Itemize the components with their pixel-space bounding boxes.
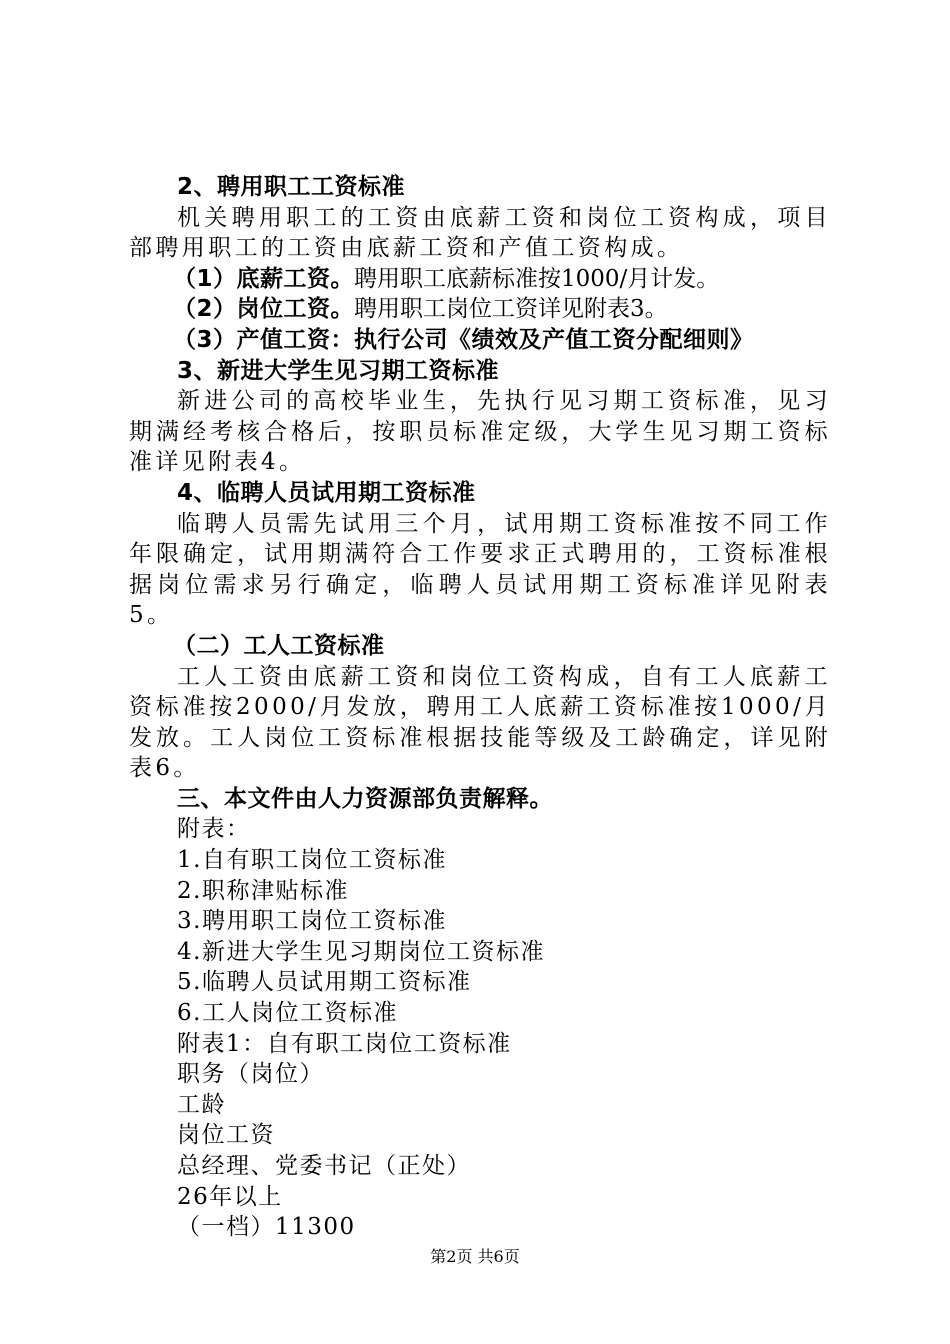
table1-cell: 岗位工资 <box>177 1122 275 1149</box>
page-footer: 第2页 共6页 <box>430 1247 520 1266</box>
table1-cell: 职务（岗位） <box>177 1061 324 1088</box>
item-text: 聘用职工底薪标准按1000/月计发。 <box>354 265 720 292</box>
table1-cell: 26年以上 <box>177 1183 283 1210</box>
item-text: 聘用职工岗位工资详见附表3。 <box>354 296 668 323</box>
section-heading-three: 三、本文件由人力资源部负责解释。 <box>177 785 553 812</box>
section-heading-3: 3、新进大学生见习期工资标准 <box>177 357 500 384</box>
appendix-item: 6.工人岗位工资标准 <box>177 1000 398 1027</box>
item-base-salary <box>129 264 831 295</box>
appendix-item: 5.临聘人员试用期工资标准 <box>177 969 472 996</box>
subsection-heading-workers: （二）工人工资标准 <box>173 632 385 659</box>
section-heading-2: 2、聘用职工工资标准 <box>177 174 406 200</box>
section-heading-4: 4、临聘人员试用期工资标准 <box>177 479 476 506</box>
appendix-item: 4.新进大学生见习期岗位工资标准 <box>177 938 545 965</box>
table1-cell: （一档）11300 <box>177 1214 356 1241</box>
paragraph-text: 工人工资由底薪工资和岗位工资构成，自有工人底薪工资标准按2000/月发放，聘用工人底薪工资标准按1000/月发放。工人岗位工资标准根据技能等级及工龄确定，详见附表6。 <box>129 663 831 782</box>
document-body <box>129 172 831 1243</box>
paragraph-section-3 <box>129 386 831 478</box>
appendix-item: 1.自有职工岗位工资标准 <box>177 847 447 874</box>
table1-title: 附表1：自有职工岗位工资标准 <box>177 1030 512 1057</box>
paragraph-section-4 <box>129 509 831 631</box>
appendix-item: 2.职称津贴标准 <box>177 877 349 904</box>
appendix-label: 附表： <box>177 816 251 843</box>
item-post-salary <box>129 294 831 325</box>
paragraph-text: 机关聘用职工的工资由底薪工资和岗位工资构成，项目部聘用职工的工资由底薪工资和产值工资构成。 <box>129 204 831 262</box>
item-label: （2）岗位工资。 <box>173 296 355 323</box>
item-output-salary: （3）产值工资：执行公司《绩效及产值工资分配细则》 <box>173 326 754 353</box>
item-label: （1）底薪工资。 <box>173 265 355 292</box>
paragraph-workers <box>129 662 831 784</box>
paragraph-text: 新进公司的高校毕业生，先执行见习期工资标准，见习期满经考核合格后，按职员标准定级，大学生见习期工资标准详见附表4。 <box>129 388 831 476</box>
appendix-item: 3.聘用职工岗位工资标准 <box>177 908 447 935</box>
paragraph-section-2 <box>129 203 831 264</box>
table1-cell: 总经理、党委书记（正处） <box>177 1153 471 1179</box>
table1-cell: 工龄 <box>177 1091 226 1118</box>
paragraph-text: 临聘人员需先试用三个月，试用期工资标准按不同工作年限确定，试用期满符合工作要求正式聘用的，工资标准根据岗位需求另行确定，临聘人员试用期工资标准详见附表5。 <box>129 510 831 629</box>
